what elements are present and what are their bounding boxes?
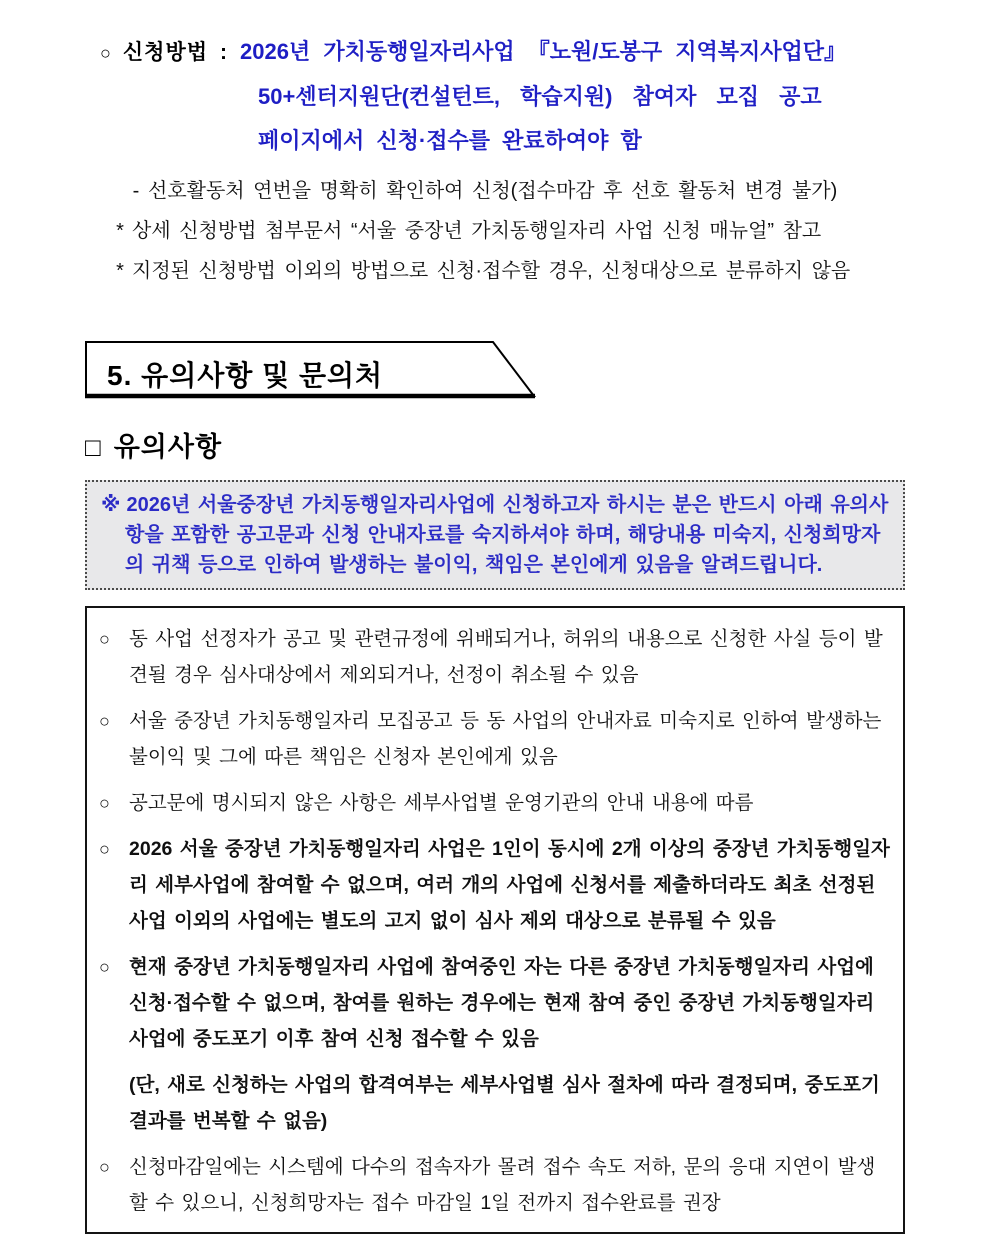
caution-item-note: (단, 새로 신청하는 사업의 합격여부는 세부사업별 심사 절차에 따라 결정되며, 중도포기 결과를 번복할 수 없음)	[129, 1074, 880, 1132]
apply-method-line	[100, 30, 907, 75]
caution-item	[99, 703, 891, 775]
caution-text: 서울 중장년 가치동행일자리 모집공고 등 동 사업의 안내자료 미숙지로 인하여 발생하는 불이익 및 그에 따른 책임은 신청자 본인에게 있음	[129, 710, 882, 768]
section-header-banner	[85, 341, 537, 399]
caution-item	[99, 949, 891, 1057]
caution-item	[99, 831, 891, 939]
dash-marker: -	[132, 180, 140, 202]
reference-mark-icon: ※	[101, 494, 121, 516]
sub-note-preference	[124, 171, 907, 211]
section-header-title	[107, 354, 383, 394]
square-bullet-icon: □	[85, 432, 102, 462]
circle-bullet-icon: ○	[99, 839, 110, 859]
apply-title-line-3: 페이지에서 신청·접수를 완료하여야 함	[258, 128, 642, 153]
caution-item	[99, 621, 891, 693]
apply-method-section	[100, 30, 907, 291]
circle-bullet-icon: ○	[99, 711, 110, 731]
caution-text: 2026 서울 중장년 가치동행일자리 사업은 1인이 동시에 2개 이상의 중장년 가치동행일자리 세부사업에 참여할 수 없으며, 여러 개의 사업에 신청서를 제출하더라도 최초 선정된 사업 이외의 사업에는 별도의 고지 없이 심사 제외 대상으로 분류될 수 있음	[129, 838, 890, 932]
sub-note-manual	[108, 211, 907, 251]
apply-title-line-2: 50+센터지원단(컨설턴트, 학습지원) 참여자 모집 공고	[258, 84, 822, 109]
sub-note-text: 지정된 신청방법 이외의 방법으로 신청·접수할 경우, 신청대상으로 분류하지 않음	[132, 260, 851, 282]
circle-bullet-icon: ○	[99, 957, 110, 977]
apply-method-label: 신청방법	[122, 41, 209, 64]
caution-text: 동 사업 선정자가 공고 및 관련규정에 위배되거나, 허위의 내용으로 신청한 사실 등이 발견될 경우 심사대상에서 제외되거나, 선정이 취소될 수 있음	[129, 628, 883, 686]
apply-sub-notes	[100, 171, 907, 291]
caution-text: 현재 중장년 가치동행일자리 사업에 참여중인 자는 다른 중장년 가치동행일자리 사업에 신청·접수할 수 없으며, 참여를 원하는 경우에는 현재 참여 중인 중장년 가치동행일자리 사업에 중도포기 이후 참여 신청 접수할 수 있음	[129, 956, 875, 1050]
caution-text: 공고문에 명시되지 않은 사항은 세부사업별 운영기관의 안내 내용에 따름	[129, 792, 754, 814]
section-title: 유의사항 및 문의처	[141, 360, 384, 391]
section-number: 5.	[107, 360, 133, 391]
caution-item	[99, 785, 891, 821]
sub-note-text: 선호활동처 연번을 명확히 확인하여 신청(접수마감 후 선호 활동처 변경 불가)	[148, 180, 838, 202]
apply-title-line-1: 2026년 가치동행일자리사업 『노원/도봉구 지역복지사업단』	[240, 39, 846, 64]
sub-note-text: 상세 신청방법 첨부문서 “서울 중장년 가치동행일자리 사업 신청 매뉴얼” 참고	[132, 220, 822, 242]
subsection-heading	[85, 425, 992, 464]
asterisk-marker: *	[116, 220, 124, 242]
sub-note-method	[108, 251, 907, 291]
circle-bullet-icon: ○	[99, 793, 110, 813]
subsection-title: 유의사항	[113, 432, 223, 462]
caution-text: 신청마감일에는 시스템에 다수의 접속자가 몰려 접수 속도 저하, 문의 응대 지연이 발생할 수 있으니, 신청희망자는 접수 마감일 1일 전까지 접수완료를 권장	[129, 1156, 876, 1214]
circle-bullet-icon: ○	[99, 629, 110, 649]
circle-bullet-icon: ○	[100, 43, 111, 63]
notice-box	[85, 480, 905, 590]
caution-item	[99, 1149, 891, 1221]
asterisk-marker: *	[116, 260, 124, 282]
cautions-box	[85, 606, 905, 1234]
notice-text: 2026년 서울중장년 가치동행일자리사업에 신청하고자 하시는 분은 반드시 아래 유의사항을 포함한 공고문과 신청 안내자료를 숙지하셔야 하며, 해당내용 미숙지, 신청희망자의 귀책 등으로 인하여 발생하는 불이익, 책임은 본인에게 있음을 알려드립니다.	[125, 494, 889, 576]
circle-bullet-icon: ○	[99, 1157, 110, 1177]
colon-separator: :	[220, 41, 228, 64]
document-page	[0, 30, 992, 1250]
